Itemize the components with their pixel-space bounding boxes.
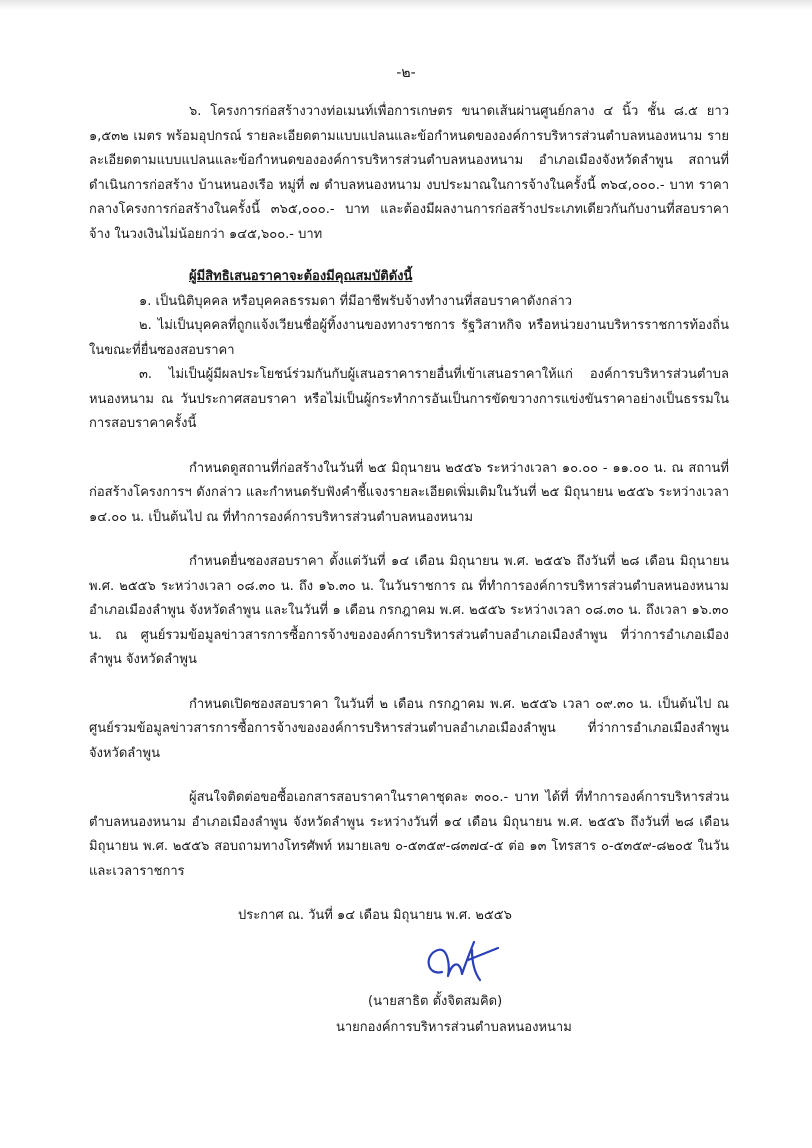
qualification-item-3: ๓. ไม่เป็นผู้มีผลประโยชน์ร่วมกันกับผู้เสนอราคารายอื่นที่เข้าเสนอราคาให้แก่ องค์การบริหารส่วนตำบลหนองหนาม ณ วันประกาศสอบราคา หรือไม่เป็นผู้กระทำการอันเป็นการขัดขวางการแข่งขันราคาอย่างเป็นธรรมในการสอบราคาครั้งนี้ [89, 367, 729, 431]
scan-edge [0, 0, 812, 10]
signer-name: (นายสาธิต ตั้งจิตสมคิด) [368, 994, 503, 1009]
site-visit-paragraph: กำหนดดูสถานที่ก่อสร้างในวันที่ ๒๕ มิถุนายน ๒๕๕๖ ระหว่างเวลา ๑๐.๐๐ - ๑๑.๐๐ น. ณ สถานที่ก่อสร้างโครงการฯ ดังกล่าว และกำหนดรับฟังคำชี้แจงรายละเอียดเพิ่มเติมในวันที่ ๒๕ มิถุนายน ๒๕๕๖ ระหว่างเวลา ๑๔.๐๐ น. เป็นต้นไป ณ ที่ทำการองค์การบริหารส่วนตำบลหนองหนาม [89, 460, 729, 525]
qualifications-heading: ผู้มีสิทธิเสนอราคาจะต้องมีคุณสมบัติดังนี้ [189, 269, 413, 284]
documents-paragraph: ผู้สนใจติดต่อขอซื้อเอกสารสอบราคาในราคาชุดละ ๓๐๐.- บาท ได้ที่ ที่ทำการองค์การบริหารส่วนตำบลหนองหนาม อำเภอเมืองลำพูน จังหวัดลำพูน ระหว่างวันที่ ๑๔ เดือน มิถุนายน พ.ศ. ๒๕๕๖ ถึงวันที่ ๒๘ เดือน มิถุนายน พ.ศ. ๒๕๕๖ สอบถามทางโทรศัพท์ หมายเลข ๐-๕๓๕๙-๘๓๗๔-๕ ต่อ ๑๓ โทรสาร ๐-๕๓๕๙-๘๒๐๕ ในวันและเวลาราชการ [89, 790, 729, 879]
handwritten-signature [422, 932, 500, 988]
signer-position: นายกองค์การบริหารส่วนตำบลหนองหนาม [336, 1020, 572, 1035]
opening-paragraph: กำหนดเปิดซองสอบราคา ในวันที่ ๒ เดือน กรกฎาคม พ.ศ. ๒๕๕๖ เวลา ๐๙.๓๐ น. เป็นต้นไป ณ ศูนย์รวมข้อมูลข่าวสารการซื้อการจ้างขององค์การบริหารส่วนตำบลอำเภอเมืองลำพูน ที่ว่าการอำเภอเมืองลำพูน จังหวัดลำพูน [89, 696, 729, 761]
qualification-item-2: ๒. ไม่เป็นบุคคลที่ถูกแจ้งเวียนชื่อผู้ทิ้งงานของทางราชการ รัฐวิสาหกิจ หรือหน่วยงานบริหารราชการท้องถิ่น ในขณะที่ยื่นซองสอบราคา [89, 318, 729, 358]
page-number: -๒- [396, 65, 416, 81]
project-item-6: ๖. โครงการก่อสร้างวางท่อเมนท์เพื่อการเกษตร ขนาดเส้นผ่านศูนย์กลาง ๔ นิ้ว ชั้น ๘.๕ ยาว ๑,๕๓๒ เมตร พร้อมอุปกรณ์ รายละเอียดตามแบบแปลนและข้อกำหนดขององค์การบริหารส่วนตำบลหนองหนาม รายละเอียดตามแบบแปลนและข้อกำหนดขององค์การบริหารส่วนตำบลหนองหนาม อำเภอเมืองจังหวัดลำพูน สถานที่ดำเนินการก่อสร้าง บ้านหนองเรือ หมู่ที่ ๗ ตำบลหนองหนาม งบประมาณในการจ้างในครั้งนี้ ๓๖๔,๐๐๐.- บาท ราคากลางโครงการก่อสร้างในครั้งนี้ ๓๖๕,๐๐๐.- บาท และต้องมีผลงานการก่อสร้างประเภทเดียวกันกับงานที่สอบราคาจ้าง ในวงเงินไม่น้อยกว่า ๑๔๕,๖๐๐.- บาท [89, 104, 729, 242]
qualification-item-1: ๑. เป็นนิติบุคคล หรือบุคคลธรรมดา ที่มีอาชีพรับจ้างทำงานที่สอบราคาดังกล่าว [139, 293, 573, 309]
announcement-body [89, 100, 729, 884]
announcement-date: ประกาศ ณ. วันที่ ๑๔ เดือน มิถุนายน พ.ศ. ๒๕๕๖ [238, 908, 512, 923]
submission-paragraph: กำหนดยื่นซองสอบราคา ตั้งแต่วันที่ ๑๔ เดือน มิถุนายน พ.ศ. ๒๕๕๖ ถึงวันที่ ๒๘ เดือน มิถุนายน พ.ศ. ๒๕๕๖ ระหว่างเวลา ๐๘.๓๐ น. ถึง ๑๖.๓๐ น. ในวันราชการ ณ ที่ทำการองค์การบริหารส่วนตำบลหนองหนาม อำเภอเมืองลำพูน จังหวัดลำพูน และในวันที่ ๑ เดือน กรกฎาคม พ.ศ. ๒๕๕๖ ระหว่างเวลา ๐๘.๓๐ น. ถึงเวลา ๑๖.๓๐ น. ณ ศูนย์รวมข้อมูลข่าวสารการซื้อการจ้างขององค์การบริหารส่วนตำบลอำเภอเมืองลำพูน ที่ว่าการอำเภอเมืองลำพูน จังหวัดลำพูน [89, 554, 729, 667]
